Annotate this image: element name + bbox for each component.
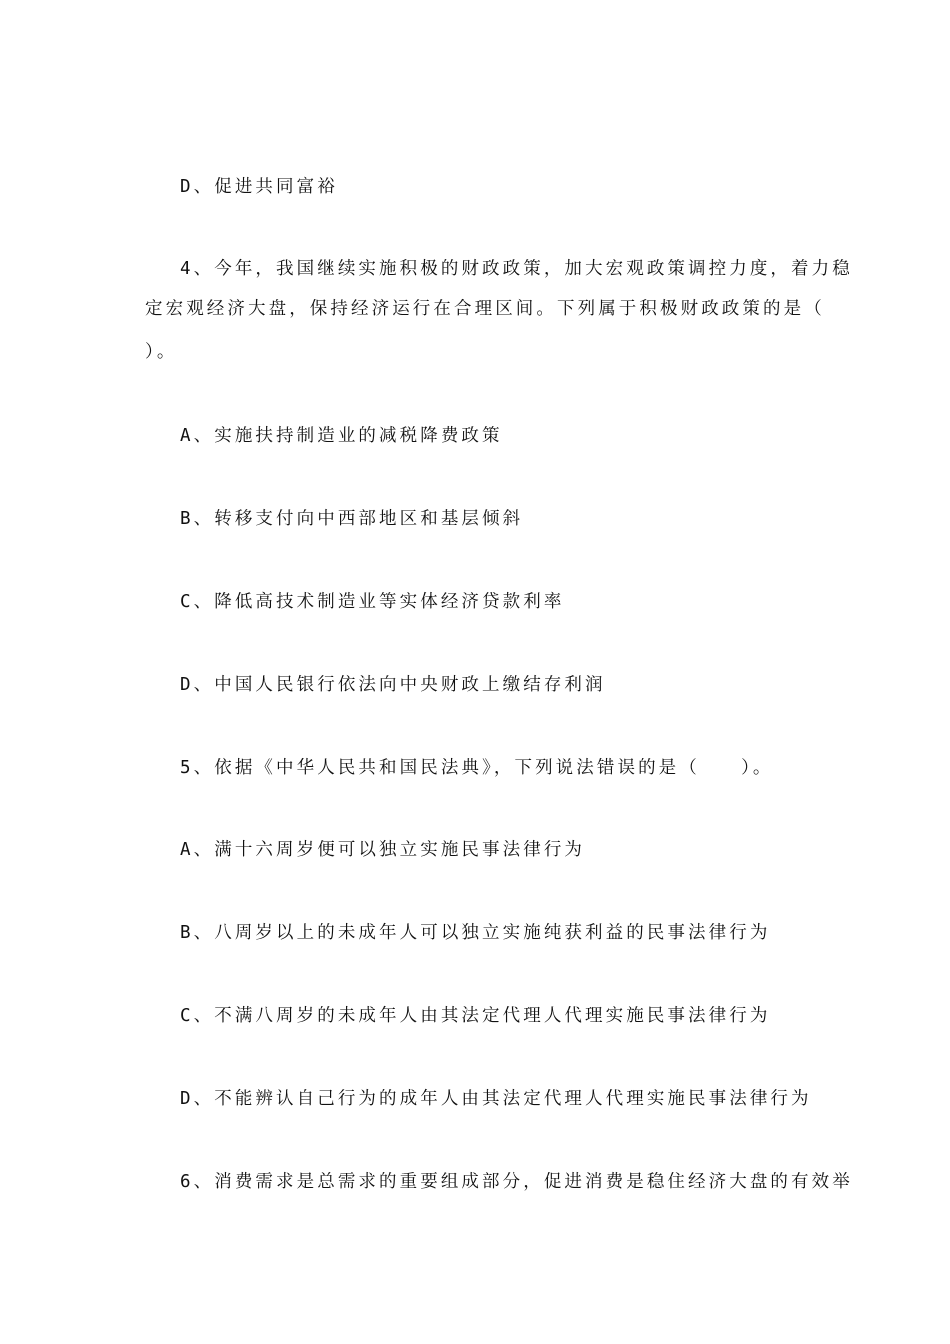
question-5-option-d: D、不能辨认自己行为的成年人由其法定代理人代理实施民事法律行为 <box>180 1089 812 1109</box>
question-5-option-b: B、八周岁以上的未成年人可以独立实施纯获利益的民事法律行为 <box>180 923 771 943</box>
question-4-option-a: A、实施扶持制造业的减税降费政策 <box>180 426 503 446</box>
question-4-line-2: 定宏观经济大盘，保持经济运行在合理区间。下列属于积极财政政策的是（ <box>145 299 825 319</box>
question-4-line-1: 4、今年，我国继续实施积极的财政政策，加大宏观政策调控力度，着力稳 <box>180 259 853 279</box>
question-5-option-c: C、不满八周岁的未成年人由其法定代理人代理实施民事法律行为 <box>180 1006 771 1026</box>
question-5-stem: 5、依据《中华人民共和国民法典》，下列说法错误的是（ ）。 <box>180 758 774 778</box>
question-4-line-3: ）。 <box>145 342 178 362</box>
question-6-line-1: 6、消费需求是总需求的重要组成部分，促进消费是稳住经济大盘的有效举 <box>180 1172 853 1192</box>
question-4-option-d: D、中国人民银行依法向中央财政上缴结存利润 <box>180 675 606 695</box>
question-4-option-c: C、降低高技术制造业等实体经济贷款利率 <box>180 592 565 612</box>
option-d-previous: D、促进共同富裕 <box>180 177 338 197</box>
question-5-option-a: A、满十六周岁便可以独立实施民事法律行为 <box>180 840 586 860</box>
question-4-option-b: B、转移支付向中西部地区和基层倾斜 <box>180 509 524 529</box>
